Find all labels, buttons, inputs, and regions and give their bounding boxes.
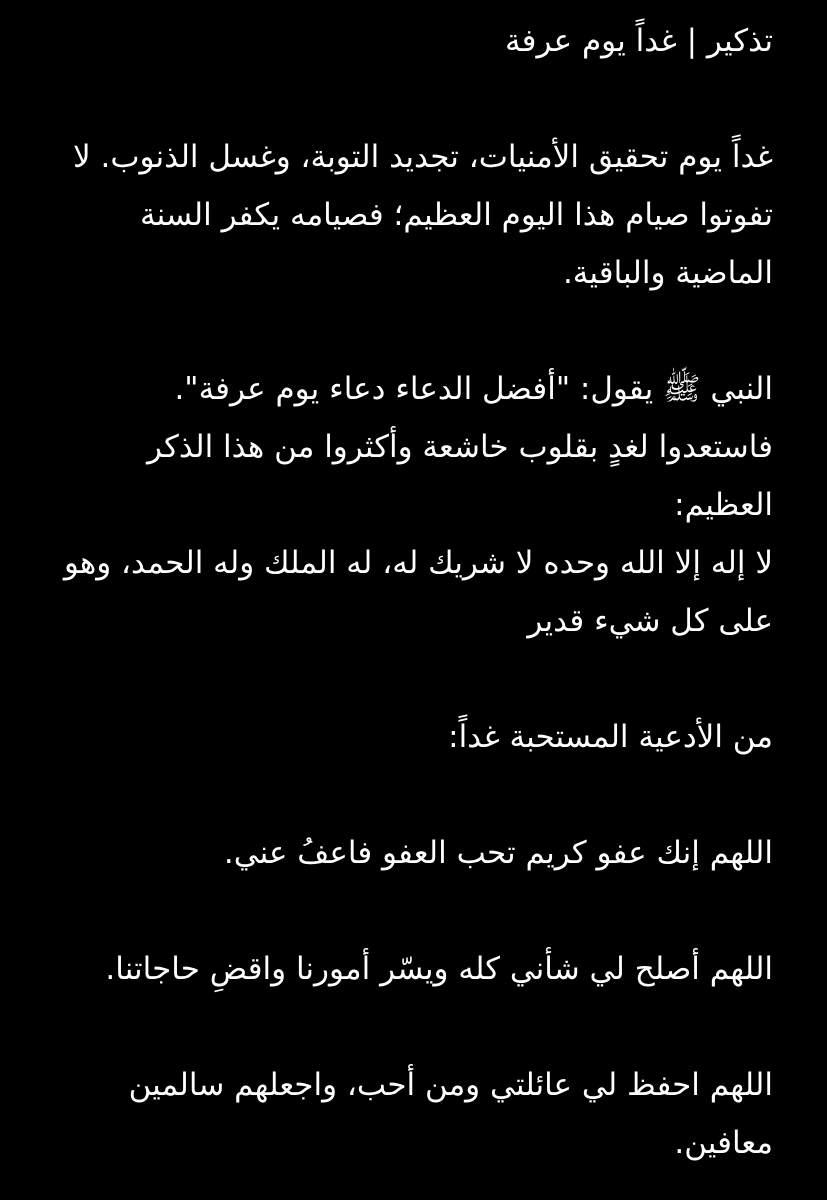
- spacer: [40, 998, 773, 1056]
- spacer: [40, 302, 773, 360]
- spacer: [40, 650, 773, 708]
- dua-3-line-1: اللهم احفظ لي عائلتي ومن أحب، واجعلهم سالمين: [128, 1067, 773, 1103]
- paragraph-2-line-3: العظيم:: [674, 487, 773, 523]
- paragraph-2-line-5: على كل شيء قدير: [527, 603, 773, 639]
- dua-3-line-2: معافين.: [674, 1125, 773, 1161]
- paragraph-1-line-1: غداً يوم تحقيق الأمنيات، تجديد التوبة، وغسل الذنوب. لا: [72, 139, 773, 175]
- dua-2: اللهم أصلح لي شأني كله ويسّر أمورنا واقضِ حاجاتنا.: [105, 951, 773, 987]
- duas-heading: من الأدعية المستحبة غداً:: [448, 719, 773, 755]
- note-title: تذكير | غداً يوم عرفة: [505, 23, 773, 59]
- paragraph-2-line-4: لا إله إلا الله وحده لا شريك له، له الملك وله الحمد، وهو: [63, 545, 773, 581]
- paragraph-2-line-1: النبي ﷺ يقول: "أفضل الدعاء دعاء يوم عرفة".: [174, 371, 773, 407]
- paragraph-2-line-2: فاستعدوا لغدٍ بقلوب خاشعة وأكثروا من هذا الذكر: [147, 429, 773, 465]
- dua-1: اللهم إنك عفو كريم تحب العفو فاعفُ عني.: [223, 835, 773, 871]
- spacer: [40, 766, 773, 824]
- paragraph-1-line-3: الماضية والباقية.: [562, 255, 773, 291]
- paragraph-1-line-2: تفوتوا صيام هذا اليوم العظيم؛ فصيامه يكفر السنة: [140, 197, 773, 233]
- spacer: [40, 70, 773, 128]
- spacer: [40, 882, 773, 940]
